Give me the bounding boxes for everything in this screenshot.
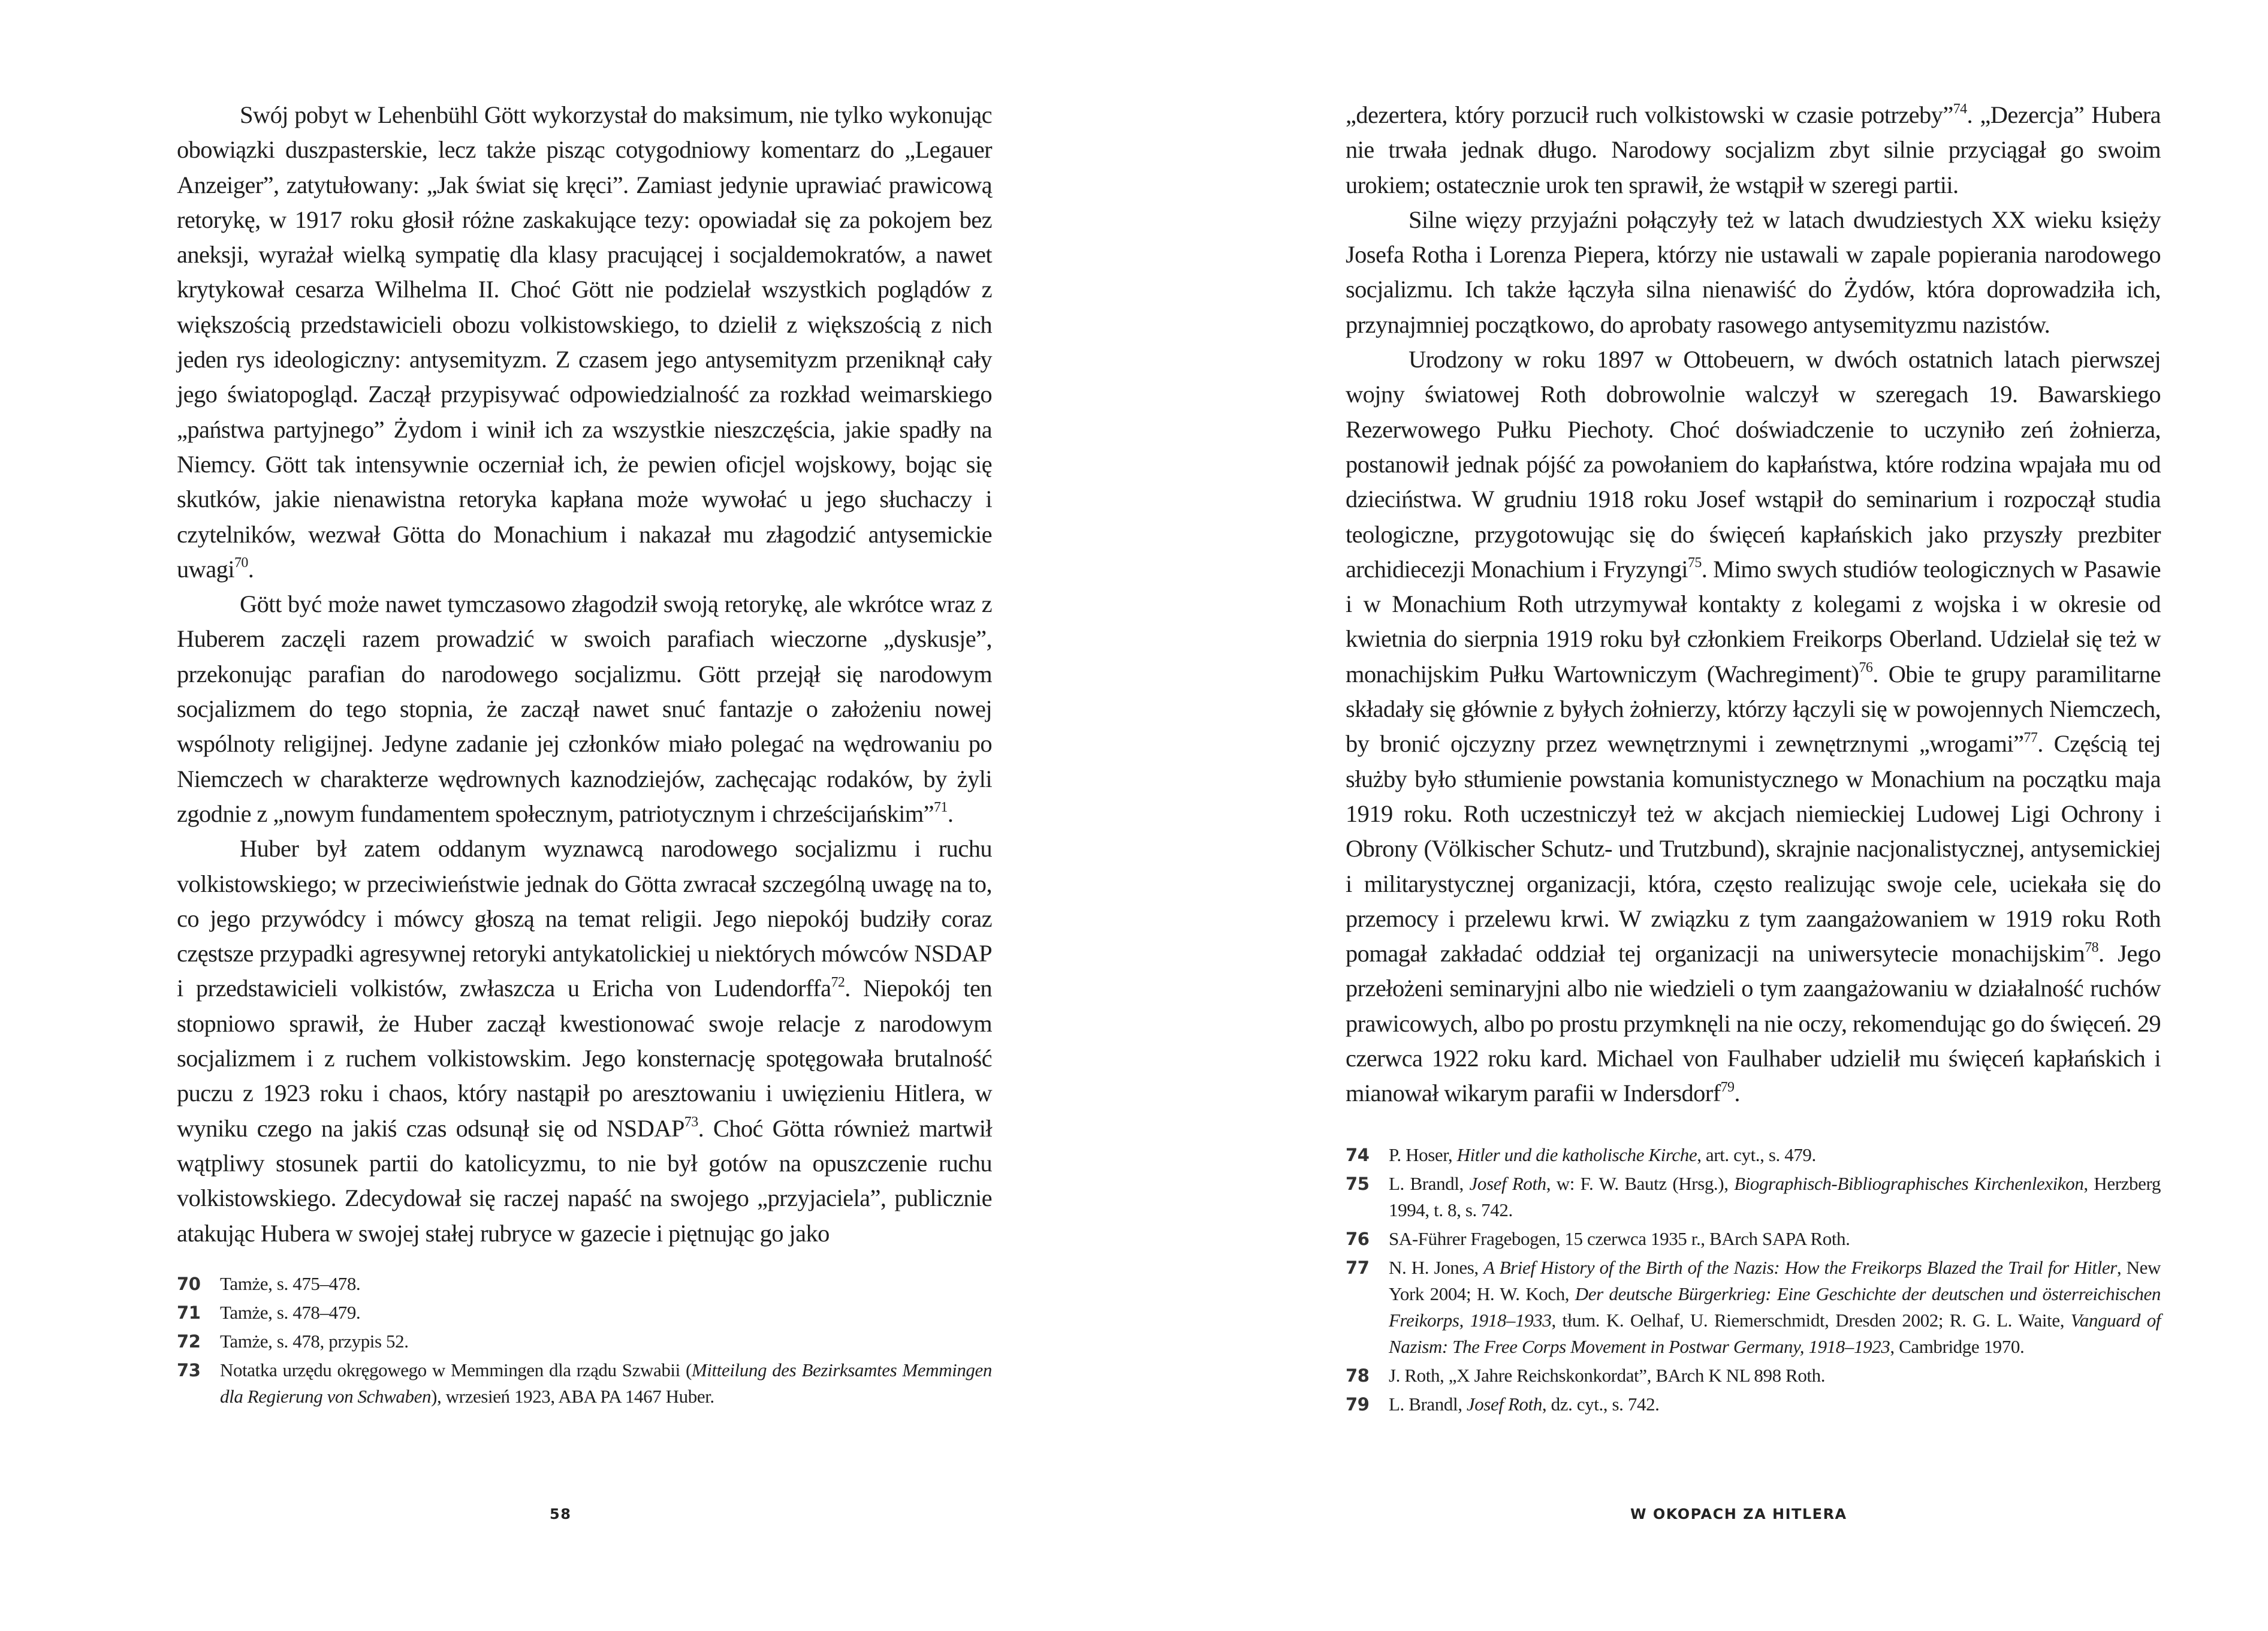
footnote <box>1346 1255 2161 1360</box>
text-run: Tamże, s. 478, przypis 52. <box>220 1331 409 1352</box>
text-run: . Jego przełożeni seminaryjni albo nie wiedzieli o tym zaangażowaniu w działalność ruchów prawicowych, albo po prostu przymknęli na nie oczy, rekomendując go do święceń. 29 czerwca 1922 roku kard. Michael von Faulhaber udzielił mu święceń kapłańskich i mianował wikarym parafii w Indersdorf <box>1346 940 2161 1107</box>
right-page <box>1134 0 2268 1631</box>
footnote-text <box>220 1328 992 1355</box>
text-run: Swój pobyt w Lehenbühl Gött wykorzystał do maksimum, nie tylko wykonując obowiązki duszpasterskie, lecz także pisząc cotygodniowy komentarz do „Legauer Anzeiger”, zatytułowany: „Jak świat się kręci”. Zamiast jedynie uprawiać prawicową retorykę, w 1917 roku głosił różne zaskakujące tezy: opowiadał się za pokojem bez aneksji, wyrażał wielką sympatię dla klasy pracującej i socjaldemokratów, a nawet krytykował cesarza Wilhelma II. Choć Gött nie podzielał wszystkich poglądów z większością przedstawicieli obozu volkistowskiego, to dzielił z większością z nich jeden rys ideologiczny: antysemityzm. Z czasem jego antysemityzm przeniknął cały jego światopogląd. Zaczął przypisywać odpowiedzialność za rozkład weimarskiego „państwa partyjnego” Żydom i winił ich za wszystkie nieszczęścia, jakie spadły na Niemcy. Gött tak intensywnie oczerniał ich, że pewien oficjel wojskowy, bojąc się skutków, jakie nienawistna retoryka kapłana może wywołać u jego słuchaczy i czytelników, wezwał Götta do Monachium i nakazał mu złagodzić antysemickie uwagi <box>177 101 992 583</box>
paragraph <box>1346 98 2161 203</box>
italic-title: Josef Roth <box>1466 1394 1542 1415</box>
italic-title: Josef Roth <box>1469 1173 1546 1194</box>
paragraph <box>1346 342 2161 1111</box>
text-run: , Herzberg 1994, t. 8, s. 742. <box>1389 1173 2161 1220</box>
italic-title: Der deutsche Bürgerkrieg: Eine Geschichte der deutschen und österreichischen Freikorps, 1918–1933 <box>1389 1283 2161 1331</box>
footnote-ref: 70 <box>234 555 248 571</box>
text-run: Urodzony w roku 1897 w Ottobeuern, w dwóch ostatnich latach pierwszej wojny światowej Roth dobrowolnie walczył w szeregach 19. Bawarskiego Rezerwowego Pułku Piechoty. Choć doświadczenie to uczyniło zeń żołnierza, postanowił jednak pójść za powołaniem do kapłaństwa, które rodzina wpajała mu od dzieciństwa. W grudniu 1918 roku Josef wstąpił do seminarium i rozpoczął studia teologiczne, przygotowując się do święceń kapłańskich jako przyszły prezbiter archidiecezji Monachium i Fryzyngi <box>1346 346 2161 583</box>
footnote-text <box>220 1271 992 1297</box>
text-run: , Cambridge 1970. <box>1890 1336 2025 1357</box>
footnote-number: 73 <box>177 1360 201 1380</box>
footnote-number: 70 <box>177 1274 201 1294</box>
text-run: , New York 2004; H. W. Koch, <box>1389 1257 2161 1304</box>
text-run: , w: F. W. Bautz (Hrsg.), <box>1546 1173 1735 1194</box>
text-run: . <box>947 800 954 827</box>
text-run: Tamże, s. 478–479. <box>220 1302 361 1323</box>
text-run: ), wrzesień 1923, ABA PA 1467 Huber. <box>431 1386 714 1407</box>
paragraph <box>177 587 992 831</box>
italic-title: A Brief History of the Birth of the Nazis: How the Freikorps Blazed the Trail for Hitler <box>1483 1257 2117 1278</box>
text-run: . Niepokój ten stopniowo sprawił, że Huber zaczął kwestionować swoje relacje z narodowym socjalizmem i z ruchem volkistowskim. Jego konsternację spotęgowała brutalność puczu z 1923 roku i chaos, który nastąpił po aresztowaniu i uwięzieniu Hitlera, w wyniku czego na jakiś czas odsunął się od NSDAP <box>177 975 992 1142</box>
left-footnotes <box>177 1271 992 1412</box>
right-footnotes <box>1346 1142 2161 1420</box>
italic-title: Biographisch-Bibliographisches Kirchenlexikon <box>1734 1173 2084 1194</box>
footnote-ref: 75 <box>1687 555 1702 571</box>
footnote <box>1346 1226 2161 1252</box>
left-body-text <box>177 98 992 1251</box>
running-head: W OKOPACH ZA HITLERA <box>1630 1506 1847 1523</box>
text-run: Gött być może nawet tymczasowo złagodził swoją retorykę, ale wkrótce wraz z Huberem zaczęli razem prowadzić w swoich parafiach wieczorne „dyskusje”, przekonując parafian do narodowego socjalizmu. Gött przejął się narodowym socjalizmem do tego stopnia, że zaczął nawet snuć fantazje o założeniu nowej wspólnoty religijnej. Jedyne zadanie jej członków miało polegać na wędrowaniu po Niemczech w charakterze wędrownych kaznodziejów, zachęcając rodaków, by żyli zgodnie z „nowym fundamentem społecznym, patriotycznym i chrześcijańskim” <box>177 590 992 827</box>
footnote-number: 71 <box>177 1303 201 1323</box>
footnote-text <box>1389 1255 2161 1360</box>
italic-title: Hitler und die katholische Kirche <box>1456 1144 1697 1165</box>
text-run: . <box>1734 1080 1740 1107</box>
text-run: L. Brandl, <box>1389 1394 1467 1415</box>
footnote-text <box>220 1357 992 1410</box>
footnote-number: 72 <box>177 1331 201 1352</box>
footnote-number: 77 <box>1346 1258 1370 1278</box>
footnote <box>1346 1362 2161 1389</box>
text-run: L. Brandl, <box>1389 1173 1470 1194</box>
text-run: . Mimo swych studiów teologicznych w Pasawie i w Monachium Roth utrzymywał kontakty z kolegami z wojska i w okresie od kwietnia do sierpnia 1919 roku był członkiem Freikorps Oberland. Udzielał się też w monachijskim Pułku Wartowniczym (Wachregiment) <box>1346 555 2161 688</box>
text-run: Huber był zatem oddanym wyznawcą narodowego socjalizmu i ruchu volkistowskiego; w przeciwieństwie jednak do Götta zwracał szczególną uwagę na to, co jego przywódcy i mówcy głoszą na temat religii. Jego niepokój budziły coraz częstsze przypadki agresywnej retoryki antykatolickiej u niektórych mówców NSDAP i przedstawicieli volkistów, zwłaszcza u Ericha von Ludendorffa <box>177 835 992 1002</box>
footnote <box>1346 1171 2161 1223</box>
italic-title: Vanguard of Nazism: The Free Corps Movement in Postwar Germany, 1918–1923 <box>1389 1310 2161 1357</box>
text-run: SA-Führer Fragebogen, 15 czerwca 1935 r., BArch SAPA Roth. <box>1389 1228 1850 1249</box>
footnote-number: 74 <box>1346 1145 1370 1165</box>
footnote-ref: 74 <box>1953 101 1967 117</box>
footnote-number: 76 <box>1346 1229 1370 1249</box>
footnote-text <box>1389 1142 2161 1168</box>
text-run: , tłum. K. Oelhaf, U. Riemerschmidt, Dresden 2002; R. G. L. Waite, <box>1551 1310 2071 1331</box>
text-run: . „Dezercja” Hubera nie trwała jednak długo. Narodowy socjalizm zbyt silnie przyciągał go swoim urokiem; ostatecznie urok ten sprawił, że wstąpił w szeregi partii. <box>1346 101 2161 198</box>
footnote-ref: 79 <box>1720 1079 1735 1095</box>
footnote-text <box>1389 1226 2161 1252</box>
footnote <box>177 1300 992 1326</box>
text-run: , dz. cyt., s. 742. <box>1542 1394 1660 1415</box>
paragraph <box>1346 203 2161 342</box>
paragraph <box>177 831 992 1251</box>
right-body-text <box>1346 98 2161 1111</box>
page-number: 58 <box>550 1506 572 1523</box>
text-run: „dezertera, który porzucił ruch volkistowski w czasie potrzeby” <box>1346 101 1953 128</box>
footnote-ref: 73 <box>684 1114 698 1130</box>
text-run: Notatka urzędu okręgowego w Memmingen dla rządu Szwabii ( <box>220 1359 692 1380</box>
footnote-text <box>220 1300 992 1326</box>
footnote-ref: 77 <box>2023 729 2038 746</box>
footnote-ref: 76 <box>1859 660 1873 676</box>
footnote-number: 79 <box>1346 1394 1370 1415</box>
footnote-text <box>1389 1362 2161 1389</box>
text-run: , art. cyt., s. 479. <box>1697 1144 1816 1165</box>
text-run: . Choć Götta również martwił wątpliwy stosunek partii do katolicyzmu, to nie był gotów na opuszczenie ruchu volkistowskiego. Zdecydował się raczej napaść na swojego „przyjaciela”, publicznie atakując Hubera w swojej stałej rubryce w gazecie i piętnując go jako <box>177 1114 993 1247</box>
text-run: Tamże, s. 475–478. <box>220 1273 361 1294</box>
footnote-text <box>1389 1391 2161 1418</box>
footnote <box>177 1328 992 1355</box>
footnote-number: 78 <box>1346 1365 1370 1386</box>
text-run: J. Roth, „X Jahre Reichskonkordat”, BArch K NL 898 Roth. <box>1389 1365 1826 1386</box>
footnote-ref: 78 <box>2085 939 2098 955</box>
italic-title: Mitteilung des Bezirksamtes Memmingen dla Regierung von Schwaben <box>220 1359 992 1407</box>
text-run: . Obie te grupy paramilitarne składały się głównie z byłych żołnierzy, którzy łączyli się w powojennych Niemczech, by bronić ojczyzny przez wewnętrznymi i zewnętrznymi „wrogami” <box>1346 660 2161 758</box>
text-run: . Częścią tej służby było stłumienie powstania komunistycznego w Monachium na początku maja 1919 roku. Roth uczestniczył też w akcjach niemieckiej Ludowej Ligi Ochrony i Obrony (Völkischer Schutz- und Trutzbund), skrajnie nacjonalistycznej, antysemickiej i militarystycznej organizacji, która, często realizując swoje cele, uciekała się do przemocy i przelewu krwi. W związku z tym zaangażowaniem w 1919 roku Roth pomagał zakładać oddział tej organizacji na uniwersytecie monachijskim <box>1346 730 2161 967</box>
text-run: . <box>248 555 254 583</box>
text-run: P. Hoser, <box>1389 1144 1457 1165</box>
footnote-ref: 72 <box>831 974 845 990</box>
footnote <box>177 1271 992 1297</box>
footnote-number: 75 <box>1346 1174 1370 1194</box>
footnote-ref: 71 <box>934 800 948 816</box>
footnote <box>177 1357 992 1410</box>
footnote <box>1346 1142 2161 1168</box>
text-run: Silne więzy przyjaźni połączyły też w latach dwudziestych XX wieku księży Josefa Rotha i Lorenza Piepera, którzy nie ustawali w zapale popierania narodowego socjalizmu. Ich także łączyła silna nienawiść do Żydów, która doprowadziła ich, przynajmniej początkowo, do aprobaty rasowego antysemityzmu nazistów. <box>1346 206 2161 338</box>
footnote <box>1346 1391 2161 1418</box>
text-run: N. H. Jones, <box>1389 1257 1484 1278</box>
footnote-text <box>1389 1171 2161 1223</box>
paragraph <box>177 98 992 587</box>
